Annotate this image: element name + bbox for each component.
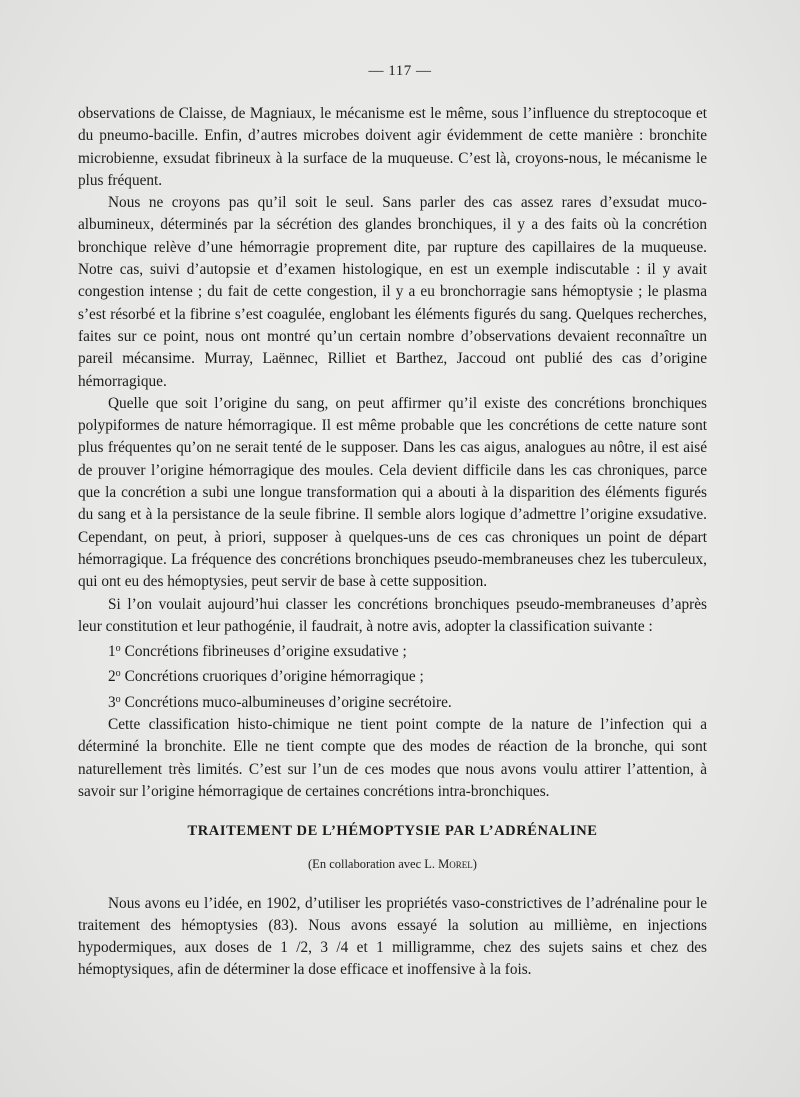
main-text [78,103,707,803]
list-item: 3$^o$ Concrétions muco-albumineuses d’origine secrétoire. [108,693,452,711]
section-subtitle: (En collaboration avec L. Morel) [308,857,477,872]
page-number: — 117 — [368,63,432,79]
classification-list [78,638,707,714]
adrenaline-section [78,820,707,982]
paragraph: Nous ne croyons pas qu’il soit le seul. Sans parler des cas assez rares d’exsudat muco-albumineux, déterminés par la sécrétion des glandes bronchiques, il y a des faits où la concrétion bronchique relève d’une hémorragie proprement dite, par rupture des capillaires de la muqueuse. Notre cas, suivi d’autopsie et d’examen histologique, en est un exemple indiscutable : il y avait congestion intense ; du fait de cette congestion, il y a eu bronchorragie sans hémoptysie ; le plasma s’est résorbé et la fibrine s’est coagulée, englobant les éléments figurés du sang. Quelques recherches, faites sur ce point, nous ont montré qu’un certain nombre d’observations devaient reconnaître un pareil mécansime. Murray, Laënnec, Rilliet et Barthez, Jaccoud ont publié des cas d’origine hémorragique. [78,194,707,390]
section-title: TRAITEMENT DE L’HÉMOPTYSIE PAR L’ADRÉNALINE [187,823,598,839]
paragraph: Nous avons eu l’idée, en 1902, d’utiliser les propriétés vaso-constrictives de l’adrénaline pour le traitement des hémoptysies (83). Nous avons essayé la solution au millième, en injections hypodermiques, aux doses de 1 /2, 3 /4 et 1 milligramme, chez des sujets sains et chez des hémoptysiques, afin de déterminer la dose efficace et inoffensive à la fois. [78,894,707,979]
list-item: 2$^o$ Concrétions cruoriques d’origine hémorragique ; [108,668,424,686]
paragraph: Si l’on voulait aujourd’hui classer les concrétions bronchiques pseudo-membraneuses d’après leur constitution et leur pathogénie, il faudrait, à notre avis, adopter la classification suivante : [78,595,707,635]
paragraph: Cette classification histo-chimique ne tient point compte de la nature de l’infection qui a déterminé la bronchite. Elle ne tient compte que des modes de réaction de la bronche, qui sont naturellement très limités. C’est sur l’un de ces modes que nous avons voulu attirer l’attention, à savoir sur l’origine hémorragique de certaines concrétions intra-bronchiques. [78,716,707,800]
list-item: 1$^o$ Concrétions fibrineuses d’origine exsudative ; [108,643,407,661]
paragraph: observations de Claisse, de Magniaux, le mécanisme est le même, sous l’influence du streptocoque et du pneumo-bacille. Enfin, d’autres microbes doivent agir évidemment de cette manière : bronchite microbienne, exsudat fibrineux à la surface de la muqueuse. C’est là, croyons-nous, le mécanisme le plus fréquent. [78,105,707,189]
paragraph: Quelle que soit l’origine du sang, on peut affirmer qu’il existe des concrétions bronchiques polypiformes de nature hémorragique. Il est même probable que les concrétions de cette nature sont plus fréquentes qu’on ne serait tenté de le supposer. Dans les cas aigus, analogues au nôtre, il est aisé de prouver l’origine hémorragique des moules. Cela devient difficile dans les cas chroniques, parce que la concrétion a subi une longue transformation qui a abouti à la disparition des éléments figurés du sang et à la persistance de la seule fibrine. Il semble alors logique d’admettre l’origine exsudative. Cependant, on peut, à priori, supposer à quelques-uns de ces cas chroniques un point de départ hémorragique. La fréquence des concrétions bronchiques pseudo-membraneuses chez les tuberculeux, qui ont eu des hémoptysies, peut servir de base à cette supposition. [78,394,707,591]
